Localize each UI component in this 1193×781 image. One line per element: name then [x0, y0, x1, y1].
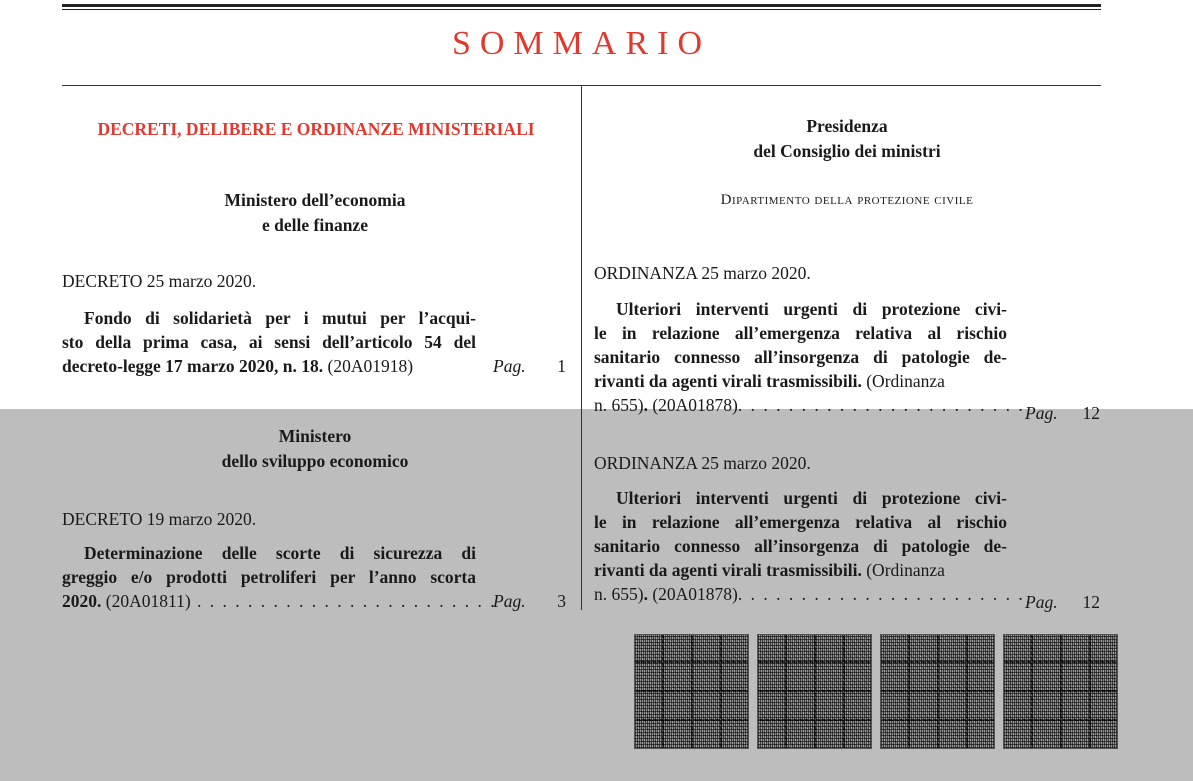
qr-code-icon	[1003, 634, 1118, 749]
entry-decreto-fondo-solidarieta[interactable]	[62, 306, 476, 378]
pag-label: Pag.	[493, 591, 526, 611]
entry-title-line: Ulteriori interventi urgenti di protezione civi-	[616, 299, 1007, 319]
page-number[interactable]: 12	[1082, 403, 1100, 423]
entry-title-line: rivanti da agenti virali trasmissibili.	[594, 371, 862, 391]
page-title: SOMMARIO	[451, 25, 712, 62]
entry-ref: (Ordinanza	[861, 371, 945, 391]
entry-title-line: le in relazione all’emergenza relativa al rischio	[594, 323, 1007, 343]
entry-ordinanza-655-a[interactable]	[594, 297, 1025, 417]
entry-decreto-scorte-sicurezza[interactable]	[62, 541, 497, 613]
pag-label: Pag.	[1025, 403, 1058, 423]
entry-title-line: sanitario connesso all’insorgenza di patologie de-	[594, 536, 1007, 556]
entry-code: (20A01811)	[101, 591, 191, 611]
authority-line: del Consiglio dei ministri	[753, 141, 941, 161]
entry-title-line: sto della prima casa, ai sensi dell’articolo 54 del	[62, 332, 476, 352]
qr-code-strip	[634, 634, 1118, 749]
entry-title-line: le in relazione all’emergenza relativa al rischio	[594, 512, 1007, 532]
entry-ref: n. 655)	[594, 395, 644, 415]
entry-ordinanza-655-b[interactable]	[594, 486, 1025, 606]
leader-dots: . . . . . . . . . . . . . . . . . . . . . . .	[737, 584, 1025, 604]
entry-code: (20A01878)	[647, 395, 738, 415]
entry-punct: .	[643, 584, 648, 604]
entry-ref: n. 655)	[594, 584, 644, 604]
ministry-name-line: e delle finanze	[262, 215, 368, 235]
leader-dots: . . . . . . . . . . . . . . . . . . . . . . . .	[190, 591, 497, 611]
entry-heading: ORDINANZA 25 marzo 2020.	[594, 263, 811, 283]
entry-code: (20A01918)	[323, 356, 414, 376]
authority-presidenza	[594, 114, 1100, 164]
ministry-sviluppo-economico	[62, 424, 568, 474]
ministry-economia	[62, 188, 568, 238]
top-double-rule-thin	[62, 9, 1101, 10]
entry-ref: (Ordinanza	[861, 560, 945, 580]
ministry-name-line: Ministero dell’economia	[224, 190, 406, 210]
entry-code: (20A01878)	[647, 584, 738, 604]
entry-heading: DECRETO 25 marzo 2020.	[62, 271, 257, 291]
section-heading: DECRETI, DELIBERE E ORDINANZE MINISTERIALI	[97, 119, 535, 139]
entry-title-line: greggio e/o prodotti petroliferi per l’anno scorta	[62, 567, 476, 587]
authority-line: Presidenza	[806, 116, 888, 136]
entry-title-line: 2020.	[62, 591, 102, 611]
ministry-name-line: dello sviluppo economico	[221, 451, 409, 471]
entry-heading: ORDINANZA 25 marzo 2020.	[594, 453, 811, 473]
entry-punct: .	[643, 395, 648, 415]
entry-title-line: rivanti da agenti virali trasmissibili.	[594, 560, 862, 580]
pag-label: Pag.	[1025, 592, 1058, 612]
page-number[interactable]: 3	[557, 591, 566, 611]
ministry-name-line: Ministero	[278, 426, 352, 446]
top-double-rule	[62, 4, 1101, 7]
entry-title-line: Ulteriori interventi urgenti di protezione civi-	[616, 488, 1007, 508]
pag-label: Pag.	[493, 356, 526, 376]
department-name: Dipartimento della protezione civile	[720, 192, 974, 208]
entry-title-line: sanitario connesso all’insorgenza di patologie de-	[594, 347, 1007, 367]
qr-code-icon	[634, 634, 749, 749]
qr-code-icon	[757, 634, 872, 749]
leader-dots: . . . . . . . . . . . . . . . . . . . . . . .	[737, 395, 1025, 415]
entry-title-line: Fondo di solidarietà per i mutui per l’acqui-	[84, 308, 476, 328]
entry-title-line: decreto-legge 17 marzo 2020, n. 18.	[62, 356, 324, 376]
qr-code-icon	[880, 634, 995, 749]
entry-heading: DECRETO 19 marzo 2020.	[62, 509, 257, 529]
entry-title-line: Determinazione delle scorte di sicurezza di	[84, 543, 476, 563]
page-number[interactable]: 12	[1082, 592, 1100, 612]
page-number[interactable]: 1	[557, 356, 566, 376]
column-divider	[581, 86, 582, 610]
